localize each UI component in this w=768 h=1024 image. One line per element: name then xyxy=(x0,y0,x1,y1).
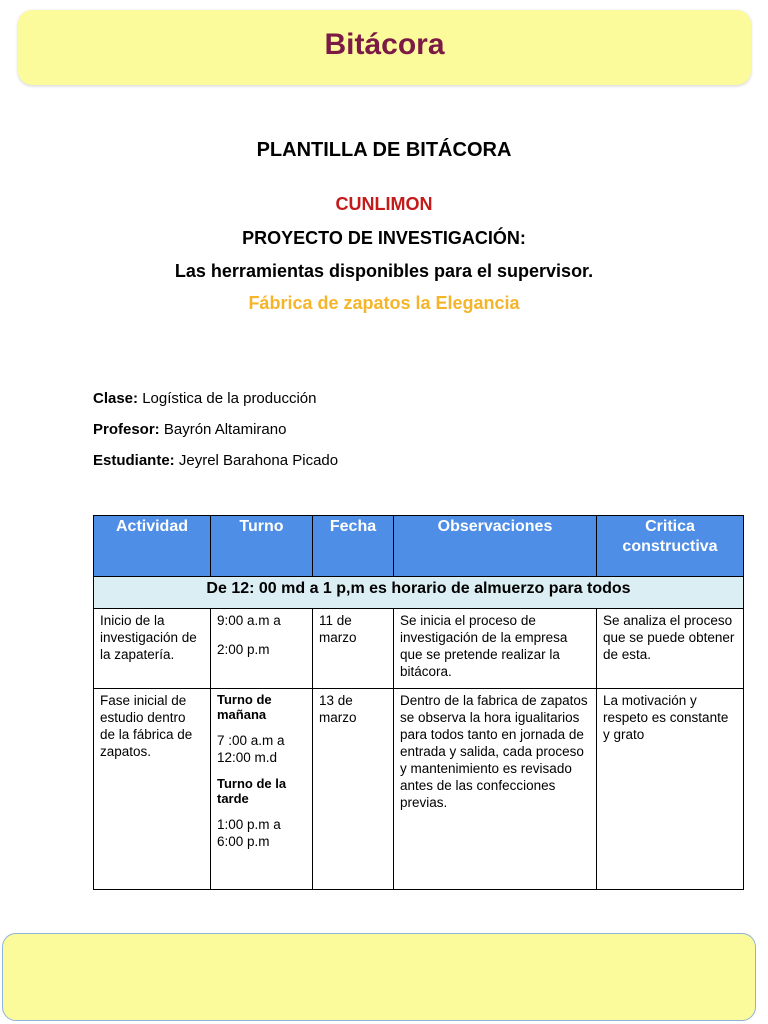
professor-value: Bayrón Altamirano xyxy=(159,421,287,438)
header-activity: Actividad xyxy=(94,516,211,577)
table-header-row xyxy=(94,516,744,577)
header-critique: Critica constructiva xyxy=(597,516,744,577)
company-name: Fábrica de zapatos la Elegancia xyxy=(248,293,520,313)
banner-title: Bitácora xyxy=(324,27,445,61)
cell-critique: La motivación y respeto es constante y grato xyxy=(597,689,744,890)
header-observations: Observaciones xyxy=(394,516,597,577)
table-row xyxy=(94,689,744,890)
cell-activity: Fase inicial de estudio dentro de la fábrica de zapatos. xyxy=(94,689,211,890)
table-row xyxy=(94,609,744,689)
class-line xyxy=(93,390,316,407)
cell-observations: Se inicia el proceso de investigación de la empresa que se pretende realizar la bitácora. xyxy=(394,609,597,689)
document-title: PLANTILLA DE BITÁCORA xyxy=(256,139,512,161)
shift-time: 2:00 p.m xyxy=(217,642,270,657)
bottom-banner xyxy=(2,933,756,1021)
project-heading: PROYECTO DE INVESTIGACIÓN: xyxy=(242,228,526,248)
student-label: Estudiante: xyxy=(93,452,175,469)
organization-name: CUNLIMON xyxy=(335,194,433,214)
afternoon-shift-time: 1:00 p.m a 6:00 p.m xyxy=(217,817,281,849)
cell-shift xyxy=(211,689,313,890)
notice-row xyxy=(94,577,744,609)
cell-date: 11 de marzo xyxy=(313,609,394,689)
cell-observations: Dentro de la fabrica de zapatos se observa la hora igualitarios para todos tanto en jornada de entrada y salida, cada proceso y mantenimiento es revisado antes de las confecciones previas. xyxy=(394,689,597,890)
lunch-notice: De 12: 00 md a 1 p,m es horario de almuerzo para todos xyxy=(94,577,744,609)
log-table xyxy=(93,515,744,890)
professor-label: Profesor: xyxy=(93,421,160,438)
afternoon-shift-label: Turno de la tarde xyxy=(217,776,287,806)
morning-shift-time: 7 :00 a.m a 12:00 m.d xyxy=(217,733,285,765)
professor-line xyxy=(93,421,286,438)
cell-shift xyxy=(211,609,313,689)
cell-date: 13 de marzo xyxy=(313,689,394,890)
morning-shift-label: Turno de mañana xyxy=(217,692,272,722)
top-banner xyxy=(18,10,751,85)
header-shift: Turno xyxy=(211,516,313,577)
cell-critique: Se analiza el proceso que se puede obtener de esta. xyxy=(597,609,744,689)
student-value: Jeyrel Barahona Picado xyxy=(174,452,339,469)
project-topic: Las herramientas disponibles para el supervisor. xyxy=(174,261,594,281)
class-value: Logística de la producción xyxy=(138,390,317,407)
cell-activity: Inicio de la investigación de la zapatería. xyxy=(94,609,211,689)
header-date: Fecha xyxy=(313,516,394,577)
class-label: Clase: xyxy=(93,390,139,407)
student-line xyxy=(93,452,338,469)
shift-time: 9:00 a.m a xyxy=(217,613,281,628)
